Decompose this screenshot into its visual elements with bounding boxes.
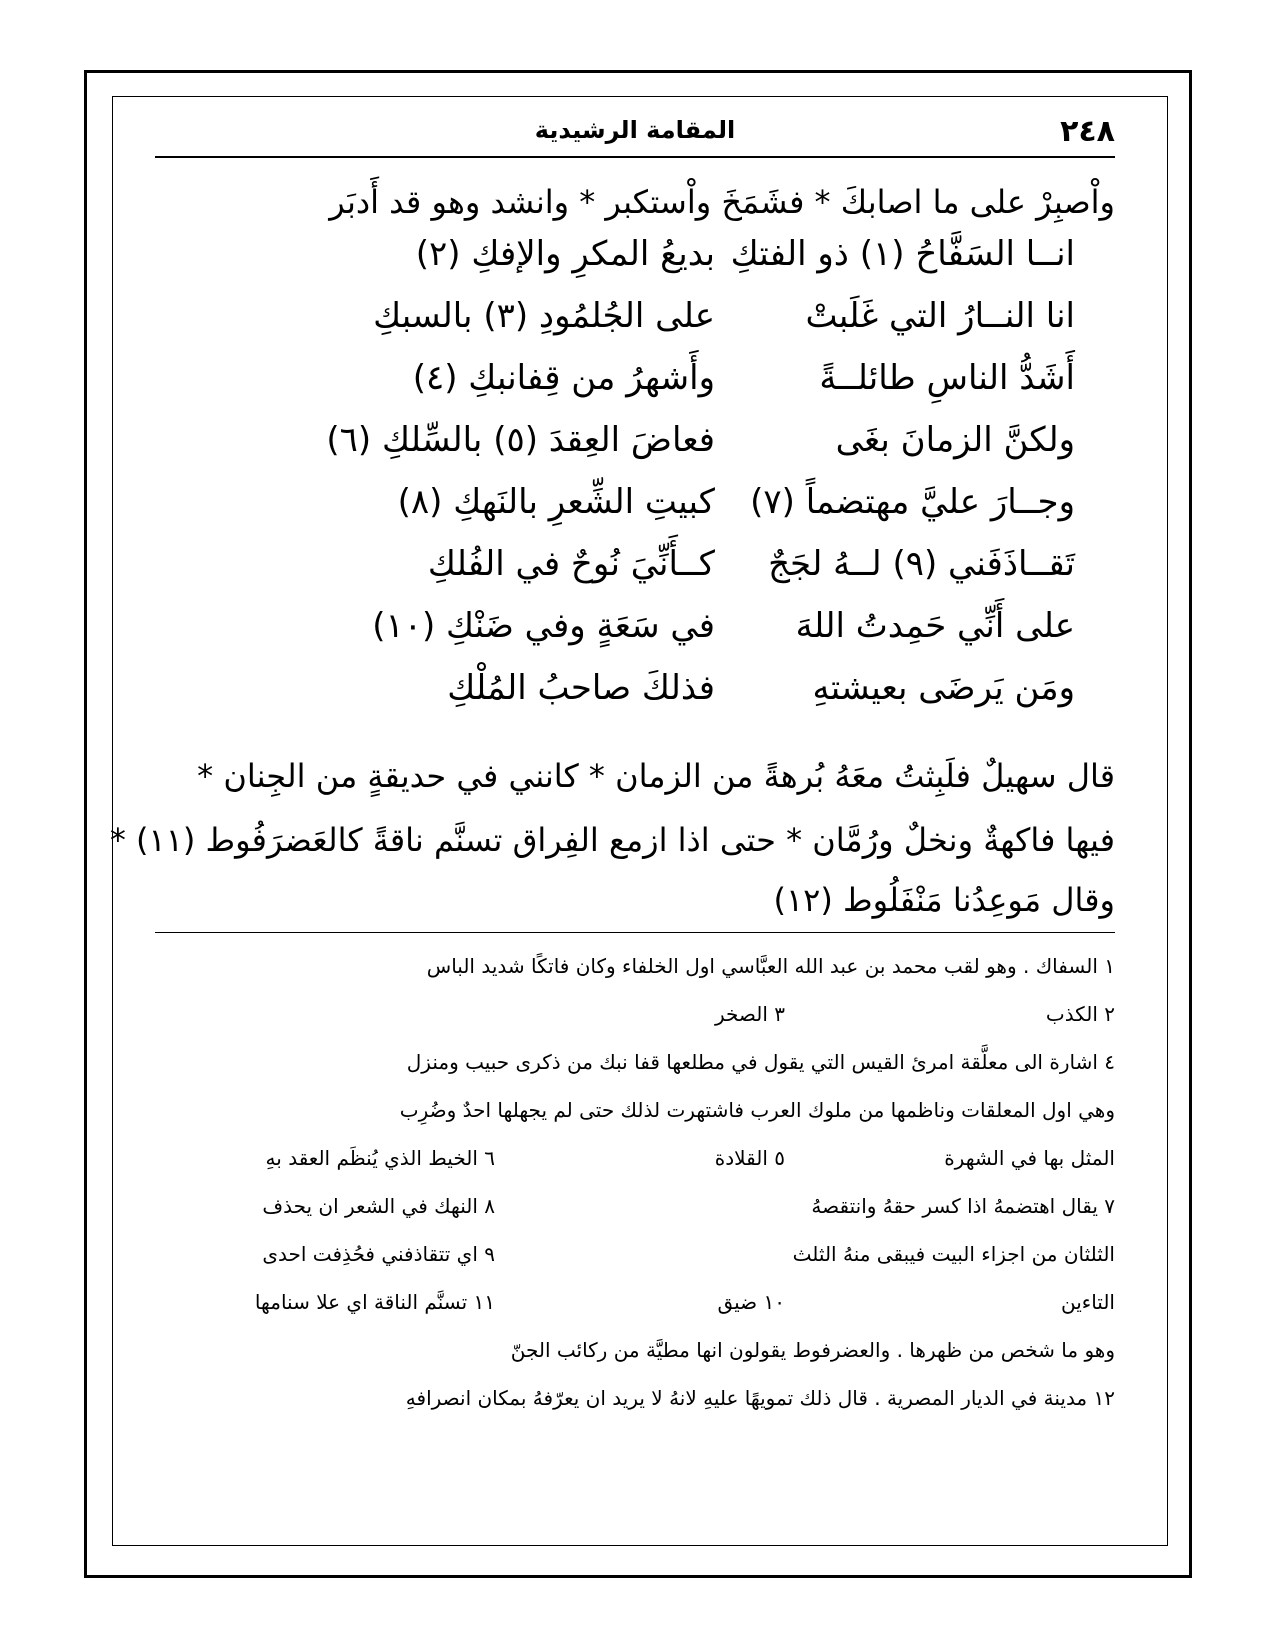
verse-second-hemistich: في سَعَةٍ وفي ضَنْكِ (١٠) xyxy=(372,606,715,646)
verse-second-hemistich: وأَشهرُ من قِفانبكِ (٤) xyxy=(412,358,715,398)
footnote-8-continued: الثلثان من اجزاء البيت فيبقى منهُ الثلث xyxy=(792,1242,1115,1266)
footnote-rule xyxy=(155,932,1115,933)
page xyxy=(109,110,1115,1530)
narrative-line: وقال مَوعِدُنا مَنْفَلُوط (١٢) xyxy=(773,881,1115,919)
verse-first-hemistich: ومَن يَرضَى بعيشتهِ xyxy=(812,668,1075,708)
verse-first-hemistich: على أَنِّي حَمِدتُ اللهَ xyxy=(795,606,1075,646)
footnote-9-continued: التاءين xyxy=(1061,1290,1115,1314)
narrative-line: قال سهيلٌ فلَبِثتُ معَهُ بُرهةً من الزمان * كانني في حديقةٍ من الجِنان * xyxy=(197,757,1115,795)
verse xyxy=(155,358,1115,420)
page-header xyxy=(155,110,1115,154)
verse xyxy=(155,668,1115,730)
verse-second-hemistich: على الجُلمُودِ (٣) بالسبكِ xyxy=(373,296,715,336)
footnote-4-continued: المثل بها في الشهرة xyxy=(944,1146,1115,1170)
footnote-4: ٤ اشارة الى معلَّقة امرئ القيس التي يقول في مطلعها قفا نبك من ذكرى حبيب ومنزل xyxy=(406,1050,1115,1074)
verse xyxy=(155,296,1115,358)
footnote-4-continued: وهي اول المعلقات وناظمها من ملوك العرب فاشتهرت لذلك حتى لم يجهلها احدٌ وضُرِب xyxy=(399,1098,1115,1122)
footnote-row xyxy=(155,948,1115,996)
footnotes xyxy=(155,948,1115,1428)
header-rule xyxy=(155,156,1115,158)
footnote-11: ١١ تسنَّم الناقة اي علا سنامها xyxy=(254,1290,495,1314)
footnote-2: ٢ الكذب xyxy=(1045,1002,1115,1026)
footnote-row xyxy=(155,1188,1115,1236)
footnote-row xyxy=(155,1092,1115,1140)
footnote-row xyxy=(155,996,1115,1044)
footnote-6: ٦ الخيط الذي يُنظَم العقد بهِ xyxy=(265,1146,495,1170)
footnote-12: ١٢ مدينة في الديار المصرية . قال ذلك تمويهًا عليهِ لانهُ لا يريد ان يعرّفهُ بمكان انصرافهِ xyxy=(405,1386,1115,1410)
verse-first-hemistich: وجــارَ عليَّ مهتضماً (٧) xyxy=(750,482,1075,522)
poem xyxy=(155,234,1115,730)
footnote-3: ٣ الصخر xyxy=(714,1002,785,1026)
footnote-row xyxy=(155,1284,1115,1332)
verse xyxy=(155,234,1115,296)
verse-first-hemistich: انا النــارُ التي غَلَبتْ xyxy=(805,296,1075,336)
footnote-8: ٨ النهك في الشعر ان يحذف xyxy=(262,1194,495,1218)
footnote-row xyxy=(155,1380,1115,1428)
intro-line: واْصبِرْ على ما اصابكَ * فشَمَخَ واْستكبر * وانشد وهو قد أَدبَر xyxy=(329,183,1115,221)
footnote-row xyxy=(155,1236,1115,1284)
verse-second-hemistich: فعاضَ العِقدَ (٥) بالسِّلكِ (٦) xyxy=(326,420,715,460)
verse xyxy=(155,420,1115,482)
verse-second-hemistich: كــأَنِّيَ نُوحٌ في الفُلكِ xyxy=(427,544,715,584)
verse-first-hemistich: انــا السَفَّاحُ (١) ذو الفتكِ xyxy=(730,234,1075,274)
verse-second-hemistich: كبيتِ الشِّعرِ بالنَهكِ (٨) xyxy=(397,482,715,522)
footnote-row xyxy=(155,1140,1115,1188)
verse-first-hemistich: ولكنَّ الزمانَ بغَى xyxy=(835,420,1075,460)
verse-first-hemistich: أَشَدُّ الناسِ طائلــةً xyxy=(819,358,1075,398)
running-title: المقامة الرشيدية xyxy=(534,116,736,144)
footnote-1: ١ السفاك . وهو لقب محمد بن عبد الله العبَّاسي اول الخلفاء وكان فاتكًا شديد الباس xyxy=(426,954,1115,978)
footnote-row xyxy=(155,1332,1115,1380)
footnote-7: ٧ يقال اهتضمهُ اذا كسر حقهُ وانتقصهُ xyxy=(811,1194,1115,1218)
footnote-row xyxy=(155,1044,1115,1092)
verse-second-hemistich: فذلكَ صاحبُ المُلْكِ xyxy=(447,668,715,708)
narrative-line: فيها فاكهةٌ ونخلٌ ورُمَّان * حتى اذا ازمع الفِراق تسنَّم ناقةً كالعَضرَفُوط (١١) * xyxy=(109,821,1115,859)
verse-first-hemistich: تَقــاذَفَني (٩) لــهُ لجَجٌ xyxy=(768,544,1075,584)
footnote-10: ١٠ ضيق xyxy=(717,1290,785,1314)
page-number: ٢٤٨ xyxy=(1060,114,1115,149)
verse xyxy=(155,606,1115,668)
verse-second-hemistich: بديعُ المكرِ والإفكِ (٢) xyxy=(415,234,715,274)
footnote-5: ٥ القلادة xyxy=(714,1146,785,1170)
footnote-11-continued: وهو ما شخص من ظهرها . والعضرفوط يقولون انها مطيَّة من ركائب الجنّ xyxy=(510,1338,1115,1362)
verse xyxy=(155,482,1115,544)
verse xyxy=(155,544,1115,606)
footnote-9: ٩ اي تتقاذفني فحُذِفت احدى xyxy=(262,1242,495,1266)
